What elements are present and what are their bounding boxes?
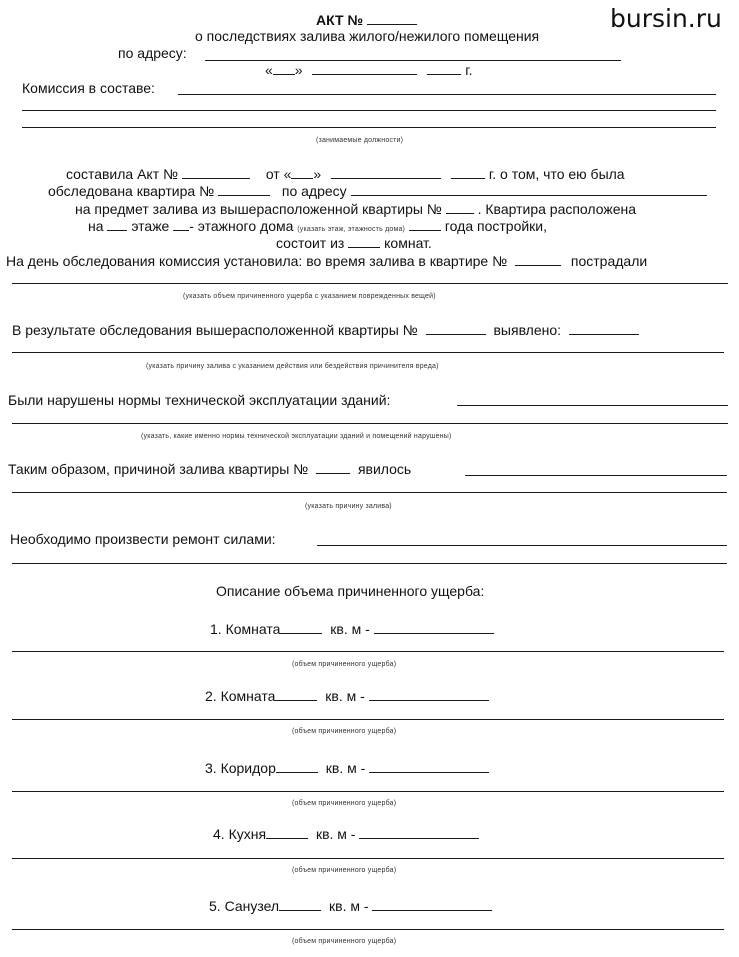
result-row [12,322,639,338]
violated-line-2 [12,423,728,424]
repair-label: Необходимо произвести ремонт силами: [10,531,276,547]
statement-rooms-blank [348,235,380,248]
act-subtitle: о последствиях залива жилого/нежилого помещения [195,28,540,44]
room-area-blank [279,898,321,911]
statement-consists-label: состоит из [276,235,345,251]
revealed-blank [569,322,639,335]
commission-line-2 [22,110,716,111]
room-damage-line [12,719,724,720]
result-label: В результате обследования вышерасположенной квартиры № [12,322,418,338]
room-row [209,898,492,914]
statement-floor-label: этаже [131,218,170,234]
statement-line-1 [66,166,625,182]
address-label: по адресу: [118,45,187,61]
cause-hint: (указать причину залива с указанием действия или бездействия причинителя вреда) [146,363,439,370]
cause-line-1 [465,475,727,476]
address-line [205,60,621,61]
statement-upper-flat-label: на предмет залива из вышерасположенной квартиры № [75,201,442,217]
statement-year-blank [451,166,485,179]
room-damage-line [12,651,724,652]
statement-flat-label: обследована квартира № [48,183,215,199]
room-damage-blank [374,621,494,634]
room-unit-label: кв. м - [315,826,356,842]
act-title [316,12,417,28]
statement-act-label: составила Акт № [66,166,179,182]
cause-line-2 [12,492,727,493]
commission-line-3 [22,127,716,128]
statement-from-label: от « [265,166,292,182]
revealed-label: выявлено: [493,322,562,338]
statement-line1-tail: г. о том, что ею была [488,166,625,182]
room-damage-blank [359,826,479,839]
damage-heading: Описание объема причиненного ущерба: [216,583,485,599]
date-month-blank [312,62,417,75]
watermark-text: bursin.ru [610,4,722,33]
repair-line-2 [12,563,727,564]
room-row [210,621,494,637]
room-damage-line [12,929,724,930]
statement-address-blank [351,183,707,196]
room-unit-label: кв. м - [325,760,366,776]
room-unit-label: кв. м - [330,621,370,637]
room-area-blank [276,760,318,773]
date-quote-close: » [294,62,303,78]
room-area-blank [266,826,308,839]
statement-month-blank [331,166,441,179]
result-line [12,352,724,353]
room-damage-hint: (объем причиненного ущерба) [292,938,397,945]
established-flat-blank [515,253,561,266]
statement-day-blank [291,166,313,179]
cause-reason-hint: (указать причину залива) [305,503,392,510]
statement-located-label: . Квартира расположена [477,201,637,217]
statement-floor-blank [107,218,127,231]
room-label: 5. Санузел [209,898,280,914]
statement-building-label: - этажного дома [189,218,294,234]
damage-line [12,283,728,284]
statement-address-label: по адресу [281,183,347,199]
violated-line-1 [457,405,728,406]
statement-quote-close: » [313,166,322,182]
room-damage-blank [372,898,492,911]
statement-line-3 [75,201,636,217]
room-label: 2. Комната [205,688,276,704]
act-title-text: АКТ № [316,12,364,28]
cause-row [8,461,411,477]
room-label: 3. Коридор [205,760,276,776]
room-damage-blank [369,760,489,773]
statement-flat-blank [218,183,270,196]
statement-line-4 [88,218,547,234]
result-flat-blank [426,322,486,335]
statement-line-2 [48,183,707,199]
room-damage-blank [369,688,489,701]
statement-upper-flat-blank [446,201,474,214]
statement-rooms-label: комнат. [384,235,432,251]
commission-hint: (занимаемые должности) [316,137,404,144]
commission-line-1 [178,94,716,95]
room-damage-hint: (объем причиненного ущерба) [292,867,397,874]
norms-hint: (указать, какие именно нормы технической эксплуатации зданий и помещений нарушены) [141,433,452,440]
date-day-blank [273,62,295,75]
statement-built-label: года постройки, [444,218,548,234]
statement-line-5 [276,235,432,251]
header-date-row [265,62,473,78]
room-row [213,826,479,842]
statement-act-number-blank [182,166,250,179]
room-damage-line [12,858,724,859]
statement-built-year-blank [409,218,441,231]
room-unit-label: кв. м - [325,688,365,704]
room-damage-hint: (объем причиненного ущерба) [292,661,397,668]
room-damage-line [12,791,724,792]
act-number-blank [367,12,417,25]
room-area-blank [275,688,317,701]
cause-flat-blank [316,461,350,474]
violated-label: Были нарушены нормы технической эксплуатации зданий: [8,392,391,408]
statement-on-label: на [88,218,104,234]
room-damage-hint: (объем причиненного ущерба) [292,800,397,807]
year-suffix: г. [465,62,473,78]
date-quote-open: « [265,62,273,78]
room-unit-label: кв. м - [329,898,369,914]
room-label: 4. Кухня [213,826,267,842]
room-label: 1. Комната [210,621,281,637]
room-row [205,760,489,776]
statement-floors-blank [173,218,189,231]
established-label: На день обследования комиссия установила: во время залива в квартире № [6,253,508,269]
statement-floor-hint: (указать этаж, этажность дома) [297,226,406,233]
room-row [205,688,489,704]
commission-label: Комиссия в составе: [22,80,155,96]
damage-hint: (указать объем причиненного ущерба с указанием поврежденных вещей) [183,293,436,300]
cause-label: Таким образом, причиной залива квартиры № [8,461,309,477]
room-area-blank [280,621,322,634]
suffered-label: пострадали [570,253,648,269]
room-damage-hint: (объем причиненного ущерба) [292,728,397,735]
date-year-blank [427,62,461,75]
established-row [6,253,647,269]
cause-was-label: явилось [357,461,412,477]
repair-line-1 [317,545,727,546]
